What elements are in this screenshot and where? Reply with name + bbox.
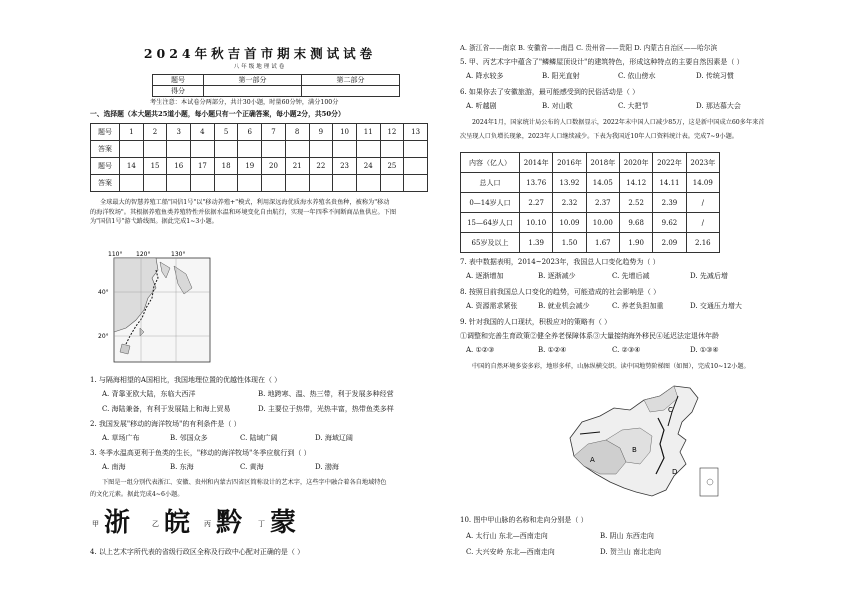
option-a[interactable]: A. 南海 <box>102 463 126 471</box>
answer-cell[interactable] <box>167 141 191 158</box>
question-number: 3 <box>167 124 191 141</box>
question-stem: 5. 甲、丙艺术字中蕴含了"鳞鳞屋顶设计"的建筑特色，形成这种特点的主要自然因素是（ ） <box>460 58 744 66</box>
option-a[interactable]: A. 太行山 东北—西南走向 <box>466 532 548 540</box>
answer-cell[interactable] <box>333 141 357 158</box>
cell: 9.62 <box>653 213 686 233</box>
cell: 10.00 <box>586 213 619 233</box>
cell: / <box>686 193 719 213</box>
answer-cell[interactable] <box>404 141 428 158</box>
answer-cell[interactable] <box>191 175 215 192</box>
table-row <box>461 193 720 213</box>
score-table <box>152 74 400 97</box>
cell: 2.27 <box>520 193 553 213</box>
table-row <box>461 213 720 233</box>
question-number: 10 <box>333 124 357 141</box>
region-b-label: B <box>632 446 637 454</box>
grid-label: 题号 <box>91 158 120 175</box>
lon-label: 120° <box>136 251 151 258</box>
option-b[interactable]: B. 阳光直射 <box>542 72 580 80</box>
option-a[interactable]: A. 听越剧 <box>466 102 497 110</box>
question-number: 12 <box>380 124 404 141</box>
option-d[interactable]: D. 海域辽阔 <box>315 434 353 442</box>
table-row <box>461 173 720 193</box>
art-characters <box>92 508 422 540</box>
pop-header: 2014年 <box>520 153 553 173</box>
option-c[interactable]: C. 黄海 <box>240 463 264 471</box>
art-character-wan: 皖 <box>164 508 191 538</box>
option-c[interactable]: C. 海陆兼备，有利于发展陆上和海上贸易 <box>102 405 231 413</box>
question-stem: 2. 我国发展"移动的海洋牧场"的有利条件是（ ） <box>90 420 241 428</box>
row-label: 15—64岁人口 <box>461 213 520 233</box>
option-a[interactable]: A. 草场广布 <box>102 434 140 442</box>
answer-cell[interactable] <box>214 175 238 192</box>
blank-cell <box>404 158 428 175</box>
passage-line: 的海洋牧场"。其根据养殖鱼类养殖特性并依据水温和环境变化自由航行，实现一年四季不间断商品鱼供应。下图 <box>90 208 397 216</box>
cell: 2.52 <box>619 193 652 213</box>
answer-cell[interactable] <box>191 141 215 158</box>
question-number: 21 <box>285 158 309 175</box>
cell: 2.16 <box>686 233 719 253</box>
statement-list: ①调整和完善生育政策②健全养老保障体系③大量接纳海外移民④延迟法定退休年龄 <box>460 332 719 340</box>
passage-line: 为"国信1号"游弋路线图。据此完成1~3小题。 <box>90 218 218 226</box>
route-map-svg <box>96 248 216 366</box>
option-c[interactable]: C. 先增后减 <box>612 272 650 280</box>
question-number: 25 <box>380 158 404 175</box>
option-d[interactable]: D. 那达慕大会 <box>696 102 741 110</box>
region-a-label: A <box>590 456 595 464</box>
cell: 2.09 <box>653 233 686 253</box>
option-a[interactable]: A. 降水较多 <box>466 72 504 80</box>
exam-title: 2024年秋吉首市期末测试试卷 <box>143 46 377 61</box>
answer-cell[interactable] <box>238 141 262 158</box>
option-b[interactable]: B. 阴山 东西走向 <box>600 532 654 540</box>
grid-label: 题号 <box>91 124 120 141</box>
passage-line: 次呈现人口负增长现象，2023年人口继续减少。下表为我国近10年人口资料统计表。完成7~9小题。 <box>460 133 738 140</box>
route-map <box>96 248 216 366</box>
question-number: 17 <box>191 158 215 175</box>
cell: 2.32 <box>553 193 586 213</box>
art-label: 乙 <box>152 520 159 528</box>
passage-1 <box>90 198 430 227</box>
answer-cell[interactable] <box>120 175 144 192</box>
cell: 14.12 <box>619 173 652 193</box>
option-d[interactable]: D. 先减后增 <box>690 272 728 280</box>
answer-cell[interactable] <box>262 141 286 158</box>
cell: 13.92 <box>553 173 586 193</box>
row-label: 65岁及以上 <box>461 233 520 253</box>
question-stem: 7. 表中数据表明，2014~2023年，我国总人口变化趋势为（ ） <box>460 258 660 266</box>
answer-grid <box>90 123 428 192</box>
question-number: 19 <box>238 158 262 175</box>
passage-4: 中国的自然环境多姿多彩，地形多样，山脉纵横交织。读中国地势阶梯图（如图），完成10~12小题。 <box>472 363 750 370</box>
question-number: 1 <box>120 124 144 141</box>
china-terrain-map <box>560 378 730 510</box>
question-number: 6 <box>238 124 262 141</box>
question-number: 9 <box>309 124 333 141</box>
score-header-part1: 第一部分 <box>204 75 302 86</box>
answer-cell[interactable] <box>285 175 309 192</box>
q4-options[interactable]: A. 浙江省——南京 B. 安徽省——南昌 C. 贵州省——贵阳 D. 内蒙古自治区——哈尔滨 <box>460 44 718 52</box>
question-number: 4 <box>191 124 215 141</box>
answer-cell[interactable] <box>167 175 191 192</box>
grid-label: 答案 <box>91 175 120 192</box>
question-stem: 10. 图中甲山脉的名称和走向分别是（ ） <box>460 516 588 524</box>
region-d-label: D <box>672 468 678 476</box>
option-c[interactable]: C. 陆域广阔 <box>240 434 278 442</box>
art-character-meng: 蒙 <box>270 508 297 538</box>
cell: 14.11 <box>653 173 686 193</box>
answer-cell[interactable] <box>309 175 333 192</box>
answer-cell[interactable] <box>238 175 262 192</box>
option-a[interactable]: A. ①②③ <box>466 346 495 354</box>
answer-cell[interactable] <box>285 141 309 158</box>
art-label: 丁 <box>258 520 265 528</box>
question-4-stem: 4. 以上艺术字所代表的省级行政区全称及行政中心配对正确的是（ ） <box>90 548 305 556</box>
option-d[interactable]: D. 主要位于热带，光热丰富，热带鱼类多样 <box>258 405 394 413</box>
cell: 14.09 <box>686 173 719 193</box>
cell: 13.76 <box>520 173 553 193</box>
passage-line: 下图是一组分别代表浙江、安徽、贵州和内蒙古四省区简称设计的艺术字，这些字中融合着各自地域特色 <box>102 479 387 486</box>
row-label: 0—14岁人口 <box>461 193 520 213</box>
table-row <box>461 233 720 253</box>
question-stem: 6. 如果你去了安徽旅游，最可能感受到的民俗活动是（ ） <box>460 88 640 96</box>
lon-label: 110° <box>108 251 123 258</box>
question-number: 15 <box>143 158 167 175</box>
answer-cell[interactable] <box>309 141 333 158</box>
cell: / <box>686 213 719 233</box>
passage-line: 全球最大的智慧养殖工船"国信1号"以"移动养殖+"模式，利用深远海优质海水养殖名贵鱼种，被称为"移动 <box>100 199 390 206</box>
question-number: 5 <box>214 124 238 141</box>
score-header-label: 题号 <box>153 75 204 86</box>
option-a[interactable]: A. 背靠亚欧大陆，东临大西洋 <box>102 390 196 398</box>
answer-cell[interactable] <box>143 175 167 192</box>
art-label: 甲 <box>92 520 99 528</box>
option-b[interactable]: B. 对山歌 <box>542 102 573 110</box>
question-stem: 3. 冬季水温高更利于鱼类的生长，"移动的海洋牧场"冬季应航行到（ ） <box>90 449 311 457</box>
answer-cell[interactable] <box>356 175 380 192</box>
question-number: 24 <box>356 158 380 175</box>
lon-label: 130° <box>171 251 186 258</box>
option-b[interactable]: B. 就业机会减少 <box>538 302 590 310</box>
option-c[interactable]: C. ②③④ <box>612 346 641 354</box>
question-number: 16 <box>167 158 191 175</box>
pop-header: 2016年 <box>553 153 586 173</box>
answer-cell[interactable] <box>262 175 286 192</box>
option-d[interactable]: D. ①③④ <box>690 346 719 354</box>
pop-header: 内容（亿人） <box>461 153 520 173</box>
row-label: 总人口 <box>461 173 520 193</box>
option-b[interactable]: B. 逐渐减少 <box>538 272 576 280</box>
passage-line: 2024年1月，国家统计局公布的人口数据显示，2022年末中国人口减少85万，这是新中国成立60多年来首 <box>472 119 765 126</box>
answer-cell[interactable] <box>380 141 404 158</box>
question-number: 18 <box>214 158 238 175</box>
section1-heading: 一、选择题（本大题共25道小题，每小题只有一个正确答案，每小题2分，共50分） <box>90 110 345 118</box>
question-number: 13 <box>404 124 428 141</box>
option-d[interactable]: D. 贺兰山 南北走向 <box>600 548 662 556</box>
cell: 2.39 <box>653 193 686 213</box>
answer-cell[interactable] <box>120 141 144 158</box>
question-number: 22 <box>309 158 333 175</box>
region-c-label: C <box>668 406 673 414</box>
question-stem: 8. 按照目前我国总人口变化的趋势，可能造成的社会影响是（ ） <box>460 288 661 296</box>
option-b[interactable]: B. 东海 <box>170 463 194 471</box>
lat-label: 20° <box>98 333 109 340</box>
option-b[interactable]: B. ①②④ <box>538 346 567 354</box>
art-character-zhe: 浙 <box>104 508 131 538</box>
china-map-svg <box>560 378 730 510</box>
score-header-part2: 第二部分 <box>302 75 400 86</box>
option-c[interactable]: C. 大把节 <box>618 102 649 110</box>
answer-cell[interactable] <box>380 175 404 192</box>
option-d[interactable]: D. 渤海 <box>315 463 339 471</box>
cell: 1.50 <box>553 233 586 253</box>
exam-note: 考生注意：本试卷分两部分，共计30小题，时量60分钟，满分100分 <box>150 99 339 106</box>
pop-header: 2018年 <box>586 153 619 173</box>
score-row-label: 得分 <box>153 86 204 97</box>
score-cell[interactable] <box>302 86 400 97</box>
option-a[interactable]: A. 逐渐增加 <box>466 272 504 280</box>
option-b[interactable]: B. 邻国众多 <box>170 434 208 442</box>
pop-header: 2020年 <box>619 153 652 173</box>
cell: 10.10 <box>520 213 553 233</box>
pop-header: 2022年 <box>653 153 686 173</box>
question-number: 7 <box>262 124 286 141</box>
answer-cell[interactable] <box>143 141 167 158</box>
answer-cell[interactable] <box>356 141 380 158</box>
question-stem: 9. 针对我国的人口现状，积极应对的策略有（ ） <box>460 318 612 326</box>
art-character-qian: 黔 <box>216 508 243 538</box>
question-number: 14 <box>120 158 144 175</box>
blank-cell <box>404 175 428 192</box>
question-number: 8 <box>285 124 309 141</box>
pop-header: 2023年 <box>686 153 719 173</box>
cell: 2.37 <box>586 193 619 213</box>
cell: 1.67 <box>586 233 619 253</box>
cell: 14.05 <box>586 173 619 193</box>
option-a[interactable]: A. 资源需求紧张 <box>466 302 518 310</box>
option-b[interactable]: B. 地跨寒、温、热三带，利于发展多种经营 <box>258 390 394 398</box>
question-stem: 1. 与隔海相望的A国相比，我国地理位置的优越性体现在（ ） <box>90 376 282 384</box>
answer-cell[interactable] <box>214 141 238 158</box>
cell: 1.39 <box>520 233 553 253</box>
option-d[interactable]: D. 交通压力增大 <box>690 302 742 310</box>
exam-subtitle: 八年级地理试卷 <box>233 64 287 70</box>
cell: 10.09 <box>553 213 586 233</box>
option-c[interactable]: C. 依山傍水 <box>618 72 656 80</box>
question-number: 11 <box>356 124 380 141</box>
art-label: 丙 <box>204 520 211 528</box>
question-number: 20 <box>262 158 286 175</box>
question-number: 23 <box>333 158 357 175</box>
population-table <box>460 152 720 253</box>
cell: 1.90 <box>619 233 652 253</box>
option-c[interactable]: C. 养老负担加重 <box>612 302 664 310</box>
lat-label: 40° <box>98 289 109 296</box>
score-cell[interactable] <box>204 86 302 97</box>
option-d[interactable]: D. 传统习惯 <box>696 72 734 80</box>
cell: 9.68 <box>619 213 652 233</box>
grid-label: 答案 <box>91 141 120 158</box>
passage-line: 的文化元素。据此完成4~6小题。 <box>90 491 184 498</box>
answer-cell[interactable] <box>333 175 357 192</box>
option-c[interactable]: C. 大兴安岭 东北—西南走向 <box>466 548 555 556</box>
question-number: 2 <box>143 124 167 141</box>
